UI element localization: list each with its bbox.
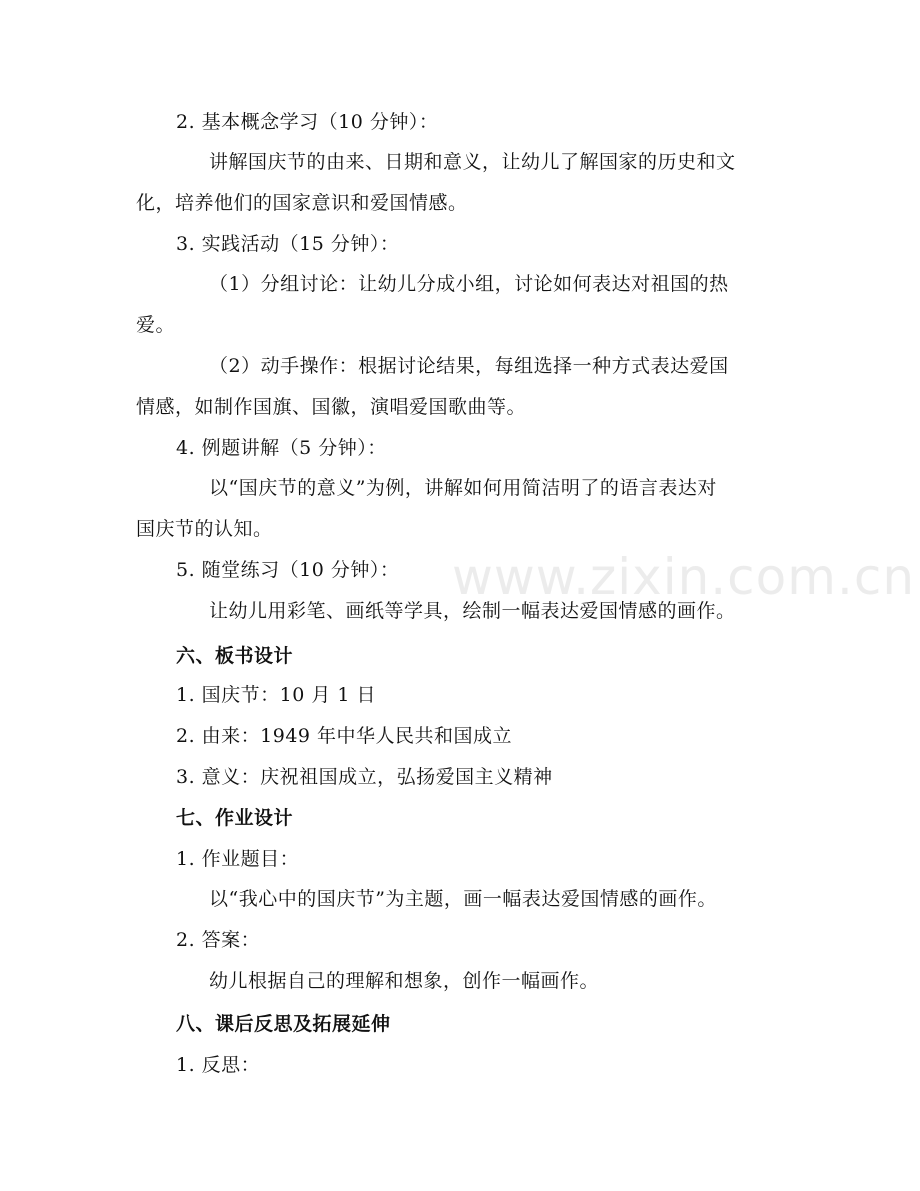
paragraph-line: 国庆节的认知。 (136, 518, 273, 540)
watermark: www.zixin.com.cn (452, 548, 916, 606)
list-item: 1. 国庆节：10 月 1 日 (176, 684, 377, 706)
paragraph-line: 情感，如制作国旗、国徽，演唱爱国歌曲等。 (136, 396, 527, 418)
list-item: 2. 由来：1949 年中华人民共和国成立 (176, 725, 513, 747)
paragraph-line: 以“我心中的国庆节”为主题，画一幅表达爱国情感的画作。 (209, 888, 717, 910)
paragraph-line: （1）分组讨论：让幼儿分成小组，讨论如何表达对祖国的热 (209, 273, 729, 295)
list-item: 1. 反思： (176, 1054, 261, 1076)
item-3-practice: 3. 实践活动（15 分钟）： (176, 233, 400, 255)
section-heading-board-design: 六、板书设计 (176, 645, 294, 667)
list-item: 1. 作业题目： (176, 848, 300, 870)
paragraph-line: 以“国庆节的意义”为例，讲解如何用简洁明了的语言表达对 (209, 477, 717, 499)
paragraph-line: 爱。 (136, 314, 176, 336)
paragraph-line: （2）动手操作：根据讨论结果，每组选择一种方式表达爱国 (209, 355, 729, 377)
item-4-example: 4. 例题讲解（5 分钟）： (176, 437, 387, 459)
section-heading-reflection: 八、课后反思及拓展延伸 (176, 1013, 391, 1035)
list-item: 2. 答案： (176, 929, 261, 951)
paragraph-line: 讲解国庆节的由来、日期和意义，让幼儿了解国家的历史和文 (209, 151, 736, 173)
paragraph-line: 让幼儿用彩笔、画纸等学具，绘制一幅表达爱国情感的画作。 (209, 600, 736, 622)
paragraph-line: 化，培养他们的国家意识和爱国情感。 (136, 192, 468, 214)
section-heading-homework: 七、作业设计 (176, 807, 294, 829)
item-2-basic-concepts: 2. 基本概念学习（10 分钟）： (176, 111, 439, 133)
paragraph-line: 幼儿根据自己的理解和想象，创作一幅画作。 (209, 970, 600, 992)
item-5-exercise: 5. 随堂练习（10 分钟）： (176, 559, 400, 581)
list-item: 3. 意义：庆祝祖国成立，弘扬爱国主义精神 (176, 766, 553, 788)
